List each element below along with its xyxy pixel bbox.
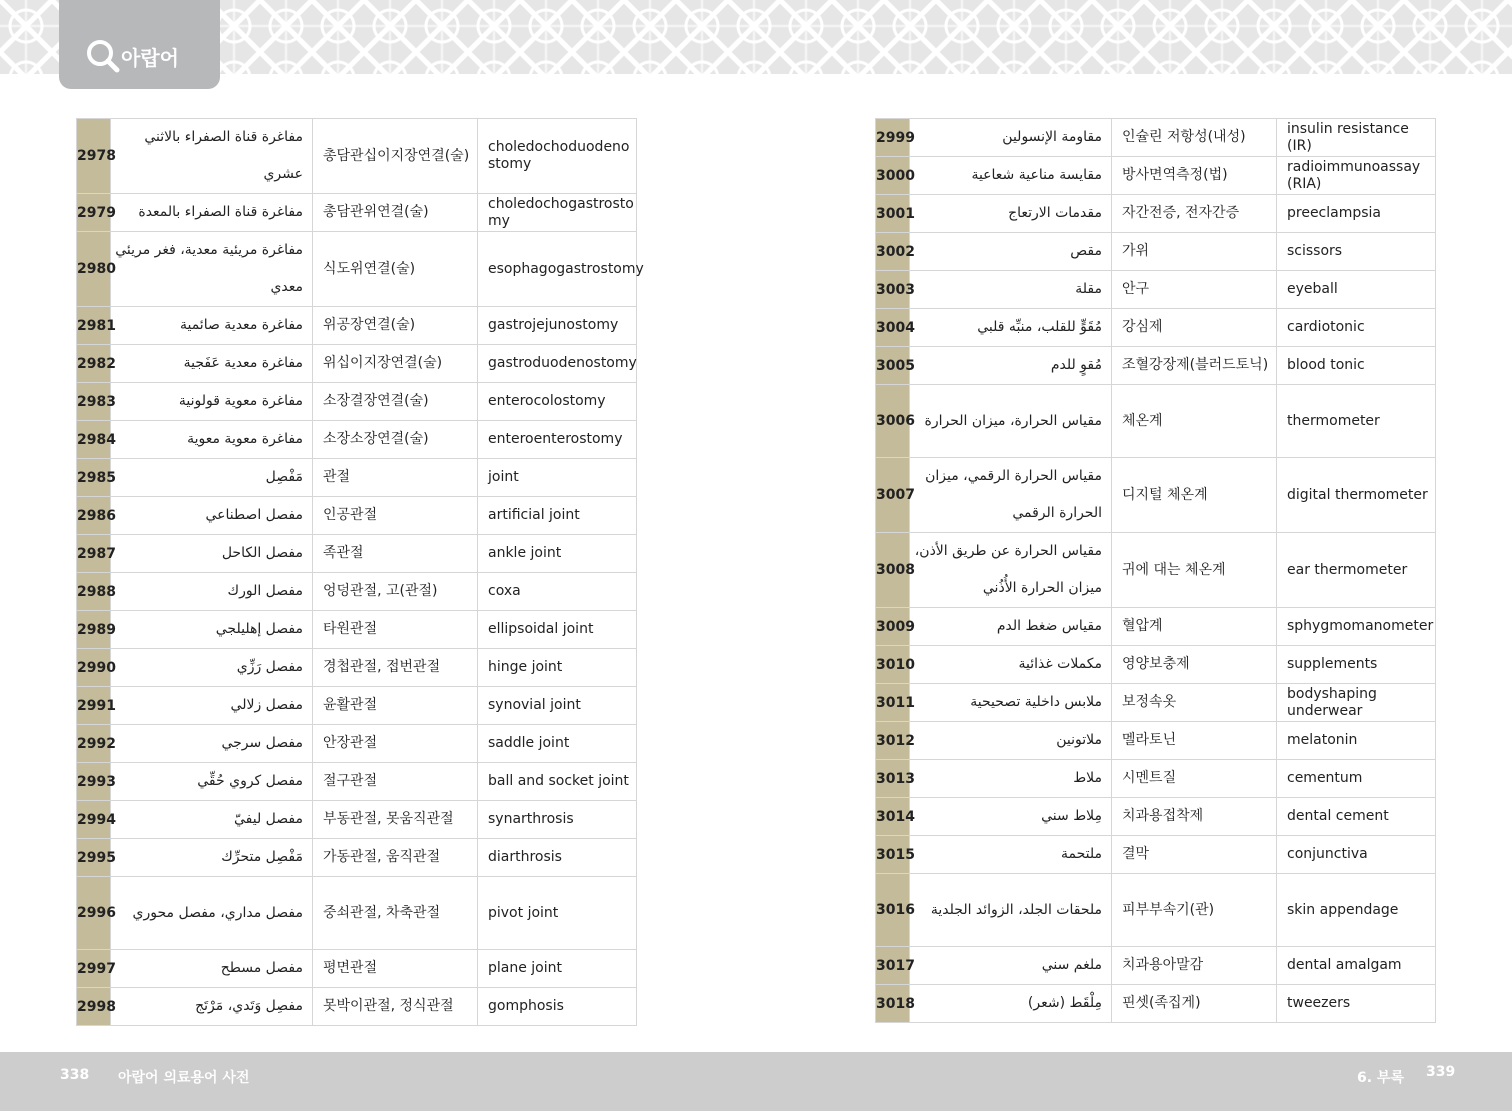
table-row (77, 725, 637, 763)
arabic-term: ملحقات الجلد، الزوائد الجلدية (910, 874, 1112, 947)
korean-term: 소장결장연결(술) (313, 383, 478, 421)
english-term: artificial joint (478, 497, 637, 535)
english-term: coxa (478, 573, 637, 611)
korean-term: 소장소장연결(술) (313, 421, 478, 459)
table-row (77, 988, 637, 1026)
entry-number: 2999 (876, 119, 910, 157)
entry-number: 2981 (77, 307, 111, 345)
korean-term: 피부부속기(관) (1112, 874, 1277, 947)
korean-term: 중쇠관절, 차축관절 (313, 877, 478, 950)
table-row (77, 839, 637, 877)
english-term: diarthrosis (478, 839, 637, 877)
english-term: thermometer (1277, 385, 1436, 458)
korean-term: 혈압계 (1112, 608, 1277, 646)
korean-term: 식도위연결(술) (313, 232, 478, 307)
korean-term: 못박이관절, 정식관절 (313, 988, 478, 1026)
english-term: bodyshaping underwear (1277, 684, 1436, 722)
english-term: cardiotonic (1277, 309, 1436, 347)
english-term: skin appendage (1277, 874, 1436, 947)
english-term: choledochogastrostomy (478, 194, 637, 232)
english-term: saddle joint (478, 725, 637, 763)
arabic-term: ملغم سني (910, 947, 1112, 985)
entry-number: 3005 (876, 347, 910, 385)
table-row (876, 233, 1436, 271)
arabic-term: مفاغرة قناة الصفراء بالمعدة (111, 194, 313, 232)
korean-term: 안장관절 (313, 725, 478, 763)
korean-term: 총담관위연결(술) (313, 194, 478, 232)
table-row (77, 950, 637, 988)
table-row (77, 763, 637, 801)
table-row (77, 459, 637, 497)
table-row (876, 533, 1436, 608)
table-row (77, 573, 637, 611)
korean-term: 관절 (313, 459, 478, 497)
english-term: choledochoduodenostomy (478, 119, 637, 194)
entry-number: 3002 (876, 233, 910, 271)
english-term: conjunctiva (1277, 836, 1436, 874)
arabic-term: مفاغرة معدية عَفَجية (111, 345, 313, 383)
entry-number: 2993 (77, 763, 111, 801)
english-term: preeclampsia (1277, 195, 1436, 233)
korean-term: 디지털 체온계 (1112, 458, 1277, 533)
korean-term: 안구 (1112, 271, 1277, 309)
arabic-term: مقياس الحرارة عن طريق الأذن، ميزان الحرارة الأُذُني (910, 533, 1112, 608)
english-term: synovial joint (478, 687, 637, 725)
korean-term: 위십이지장연결(술) (313, 345, 478, 383)
english-term: enteroenterostomy (478, 421, 637, 459)
korean-term: 평면관절 (313, 950, 478, 988)
table-row (876, 385, 1436, 458)
entry-number: 3015 (876, 836, 910, 874)
korean-term: 총담관십이지장연결(술) (313, 119, 478, 194)
entry-number: 2985 (77, 459, 111, 497)
english-term: ankle joint (478, 535, 637, 573)
english-term: gastrojejunostomy (478, 307, 637, 345)
header-pattern (0, 0, 1512, 74)
book-title: 아랍어 의료용어 사전 (118, 1070, 250, 1086)
arabic-term: مِلاط سني (910, 798, 1112, 836)
korean-term: 귀에 대는 체온계 (1112, 533, 1277, 608)
english-term: cementum (1277, 760, 1436, 798)
korean-term: 타원관절 (313, 611, 478, 649)
table-row (876, 836, 1436, 874)
left-page-number: 338 (60, 1067, 90, 1083)
entry-number: 3000 (876, 157, 910, 195)
entry-number: 3007 (876, 458, 910, 533)
entry-number: 2991 (77, 687, 111, 725)
arabic-term: مفصل الكاحل (111, 535, 313, 573)
english-term: gomphosis (478, 988, 637, 1026)
korean-term: 가동관절, 움직관절 (313, 839, 478, 877)
right-term-table (875, 118, 1436, 1023)
table-row (77, 801, 637, 839)
english-term: pivot joint (478, 877, 637, 950)
table-row (77, 497, 637, 535)
entry-number: 2988 (77, 573, 111, 611)
arabic-term: مقياس الحرارة، ميزان الحرارة (910, 385, 1112, 458)
korean-term: 멜라토닌 (1112, 722, 1277, 760)
arabic-term: مفصل مداري، مفصل محوري (111, 877, 313, 950)
table-row (876, 119, 1436, 157)
table-row (77, 194, 637, 232)
arabic-term: مقياس الحرارة الرقمي، ميزان الحرارة الرقمي (910, 458, 1112, 533)
korean-term: 치과용아말감 (1112, 947, 1277, 985)
entry-number: 3011 (876, 684, 910, 722)
table-row (77, 232, 637, 307)
korean-term: 인공관절 (313, 497, 478, 535)
english-term: plane joint (478, 950, 637, 988)
korean-term: 경첩관절, 접번관절 (313, 649, 478, 687)
english-term: radioimmunoassay (RIA) (1277, 157, 1436, 195)
left-term-table (76, 118, 644, 1026)
korean-term: 시멘트질 (1112, 760, 1277, 798)
arabic-term: ملاتونين (910, 722, 1112, 760)
entry-number: 2997 (77, 950, 111, 988)
english-term: eyeball (1277, 271, 1436, 309)
table-row (77, 535, 637, 573)
arabic-term: مقايسة مناعية شعاعية (910, 157, 1112, 195)
entry-number: 2995 (77, 839, 111, 877)
arabic-term: مفصِل وَتَدي، مَرْتَج (111, 988, 313, 1026)
right-page-number: 339 (1426, 1064, 1456, 1080)
arabic-term: مفاغرة معوية معوية (111, 421, 313, 459)
arabic-term: مقاومة الإنسولين (910, 119, 1112, 157)
table-row (876, 271, 1436, 309)
entry-number: 2982 (77, 345, 111, 383)
arabic-term: مفصل مسطح (111, 950, 313, 988)
table-row (876, 646, 1436, 684)
table-row (876, 608, 1436, 646)
entry-number: 3008 (876, 533, 910, 608)
entry-number: 2996 (77, 877, 111, 950)
table-row (876, 309, 1436, 347)
english-term: synarthrosis (478, 801, 637, 839)
korean-term: 윤활관절 (313, 687, 478, 725)
entry-number: 2980 (77, 232, 111, 307)
table-row (876, 722, 1436, 760)
table-row (876, 798, 1436, 836)
arabic-term: مفصل كروي حُقِّي (111, 763, 313, 801)
entry-number: 2992 (77, 725, 111, 763)
language-tab (59, 0, 220, 89)
english-term: enterocolostomy (478, 383, 637, 421)
korean-term: 인슐린 저항성(내성) (1112, 119, 1277, 157)
table-row (77, 611, 637, 649)
table-row (77, 421, 637, 459)
english-term: joint (478, 459, 637, 497)
entry-number: 2998 (77, 988, 111, 1026)
table-row (876, 985, 1436, 1023)
korean-term: 조혈강장제(블러드토닉) (1112, 347, 1277, 385)
english-term: hinge joint (478, 649, 637, 687)
entry-number: 3018 (876, 985, 910, 1023)
entry-number: 3003 (876, 271, 910, 309)
english-term: digital thermometer (1277, 458, 1436, 533)
entry-number: 2979 (77, 194, 111, 232)
korean-term: 강심제 (1112, 309, 1277, 347)
table-row (876, 947, 1436, 985)
arabic-term: مفاغرة مريئية معدية، فغر مريئي معدي (111, 232, 313, 307)
english-term: sphygmomanometer (1277, 608, 1436, 646)
arabic-term: مفصل إهليلجي (111, 611, 313, 649)
arabic-term: ملابس داخلية تصحيحية (910, 684, 1112, 722)
korean-term: 족관절 (313, 535, 478, 573)
english-term: tweezers (1277, 985, 1436, 1023)
korean-term: 위공장연결(술) (313, 307, 478, 345)
arabic-term: ملاط (910, 760, 1112, 798)
arabic-term: مُقوٍ للدم (910, 347, 1112, 385)
table-row (77, 687, 637, 725)
korean-term: 결막 (1112, 836, 1277, 874)
english-term: esophagogastrostomy (478, 232, 637, 307)
korean-term: 보정속옷 (1112, 684, 1277, 722)
entry-number: 3012 (876, 722, 910, 760)
english-term: blood tonic (1277, 347, 1436, 385)
table-row (77, 877, 637, 950)
entry-number: 2989 (77, 611, 111, 649)
entry-number: 2984 (77, 421, 111, 459)
entry-number: 3006 (876, 385, 910, 458)
table-row (77, 119, 637, 194)
english-term: dental amalgam (1277, 947, 1436, 985)
arabic-term: مَفْصِل (111, 459, 313, 497)
section-title: 6. 부록 (1357, 1070, 1404, 1086)
arabic-term: مفصل اصطناعي (111, 497, 313, 535)
entry-number: 2994 (77, 801, 111, 839)
arabic-term: مقص (910, 233, 1112, 271)
korean-term: 부동관절, 못움직관절 (313, 801, 478, 839)
arabic-term: ملتحمة (910, 836, 1112, 874)
table-row (77, 307, 637, 345)
korean-term: 영양보충제 (1112, 646, 1277, 684)
table-row (77, 383, 637, 421)
entry-number: 3004 (876, 309, 910, 347)
arabic-term: مقياس ضغط الدم (910, 608, 1112, 646)
arabic-term: مفصل ليفيّ (111, 801, 313, 839)
entry-number: 2990 (77, 649, 111, 687)
english-term: melatonin (1277, 722, 1436, 760)
arabic-term: مكملات غذائية (910, 646, 1112, 684)
arabic-term: مقلة (910, 271, 1112, 309)
korean-term: 가위 (1112, 233, 1277, 271)
tab-label: 아랍어 (121, 46, 179, 70)
arabic-term: مفصل الورك (111, 573, 313, 611)
korean-term: 방사면역측정(법) (1112, 157, 1277, 195)
english-term: insulin resistance (IR) (1277, 119, 1436, 157)
entry-number: 2986 (77, 497, 111, 535)
korean-term: 절구관절 (313, 763, 478, 801)
korean-term: 엉덩관절, 고(관절) (313, 573, 478, 611)
entry-number: 2978 (77, 119, 111, 194)
arabic-term: مفصل زلالي (111, 687, 313, 725)
arabic-term: مفاغرة معوية قولونية (111, 383, 313, 421)
korean-term: 체온계 (1112, 385, 1277, 458)
table-row (876, 157, 1436, 195)
entry-number: 2987 (77, 535, 111, 573)
entry-number: 3010 (876, 646, 910, 684)
page-footer (0, 1052, 1512, 1111)
entry-number: 3009 (876, 608, 910, 646)
table-row (77, 649, 637, 687)
entry-number: 3013 (876, 760, 910, 798)
arabic-term: مفصل سرجي (111, 725, 313, 763)
entry-number: 3014 (876, 798, 910, 836)
entry-number: 2983 (77, 383, 111, 421)
korean-term: 핀셋(족집게) (1112, 985, 1277, 1023)
english-term: dental cement (1277, 798, 1436, 836)
table-row (77, 345, 637, 383)
table-row (876, 347, 1436, 385)
table-row (876, 195, 1436, 233)
english-term: gastroduodenostomy (478, 345, 637, 383)
arabic-term: مِلْقَط (شعر) (910, 985, 1112, 1023)
table-row (876, 684, 1436, 722)
entry-number: 3017 (876, 947, 910, 985)
entry-number: 3016 (876, 874, 910, 947)
table-row (876, 458, 1436, 533)
arabic-term: مفاغرة معدية صائمية (111, 307, 313, 345)
search-icon (85, 38, 121, 74)
arabic-term: مَفْصِل متحرِّك (111, 839, 313, 877)
english-term: ball and socket joint (478, 763, 637, 801)
entry-number: 3001 (876, 195, 910, 233)
arabic-term: مفاغرة قناة الصفراء بالاثني عشري (111, 119, 313, 194)
english-term: ellipsoidal joint (478, 611, 637, 649)
table-row (876, 760, 1436, 798)
arabic-term: مقدمات الارتعاج (910, 195, 1112, 233)
english-term: scissors (1277, 233, 1436, 271)
korean-term: 치과용접착제 (1112, 798, 1277, 836)
table-row (876, 874, 1436, 947)
arabic-term: مُقَوٍّ للقلب، منبِّه قلبي (910, 309, 1112, 347)
arabic-term: مفصل رَزِّي (111, 649, 313, 687)
korean-term: 자간전증, 전자간증 (1112, 195, 1277, 233)
english-term: supplements (1277, 646, 1436, 684)
english-term: ear thermometer (1277, 533, 1436, 608)
